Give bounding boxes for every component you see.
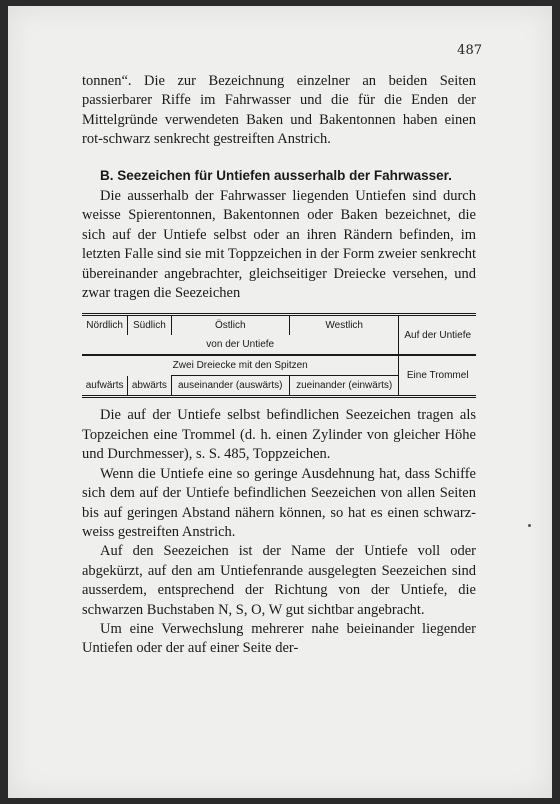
margin-speck: [528, 524, 531, 527]
paragraph-2: Die ausserhalb der Fahrwasser liegenden Untiefen sind durch weisse Spierentonnen, Bakentonnen oder Baken bezeichnet, die sich auf der Untiefe selbst oder an ihren Rändern befinden, im letzten Falle sind sie mit Toppzeichen in der Form zweier senkrecht übereinander angebrachter, gleichseitiger Dreiecke versehen, und zwar tragen die Seezeichen: [82, 188, 476, 302]
cell-zwei-dreiecke: Zwei Dreiecke mit den Spitzen: [82, 355, 399, 376]
cell-auseinander: auseinander (auswärts): [171, 376, 289, 397]
th-von-der-untiefe: von der Untiefe: [206, 339, 275, 351]
seezeichen-table: [82, 313, 476, 398]
section-heading: B. Seezeichen für Untiefen ausserhalb der Fahrwasser.: [100, 167, 452, 183]
page-number: 487: [457, 43, 482, 58]
paragraph-1: tonnen“. Die zur Bezeichnung einzelner an beiden Seiten passierbarer Riffe im Fahrwasser und die für die Enden der Mittelgründe verwendeten Baken und Bakentonnen haben einen rot-schwarz senkrecht gestreiften Anstrich.: [82, 73, 476, 148]
page-content: [82, 72, 476, 659]
cell-aufwaerts: aufwärts: [85, 380, 124, 392]
th-oestlich: Östlich: [171, 315, 289, 336]
paragraph-3: Die auf der Untiefe selbst befindlichen Seezeichen tragen als Topzeichen eine Trommel (d. h. einen Zylinder von gleicher Höhe und Durchmesser), s. S. 485, Toppzeichen.: [82, 407, 476, 463]
th-auf-der-untiefe: Auf der Untiefe: [399, 315, 476, 356]
book-page: [8, 6, 552, 798]
paragraph-5: Auf den Seezeichen ist der Name der Untiefe voll oder abgekürzt, auf den am Untiefenrande ausgelegten Seezeichen sind ausserdem, entsprechend der Richtung von der Untiefe, die schwarzen Buchstaben N, S, O, W gut sichtbar angebracht.: [82, 543, 476, 618]
cell-abwaerts: abwärts: [128, 376, 171, 397]
th-westlich: Westlich: [289, 315, 398, 336]
th-noerdlich: Nördlich: [86, 320, 123, 332]
paragraph-4: Wenn die Untiefe eine so geringe Ausdehnung hat, dass Schiffe sich dem auf der Untiefe befindlichen Seezeichen von allen Seiten bis auf geringen Abstand nähern können, so hat es einen schwarz-weiss gestreiften Anstrich.: [82, 465, 476, 540]
cell-eine-trommel: Eine Trommel: [399, 355, 476, 397]
paragraph-6: Um eine Verwechslung mehrerer nahe beieinander liegender Untiefen oder der auf einer Seite der-: [82, 620, 476, 657]
th-suedlich: Südlich: [128, 315, 171, 336]
cell-zueinander: zueinander (einwärts): [289, 376, 398, 397]
